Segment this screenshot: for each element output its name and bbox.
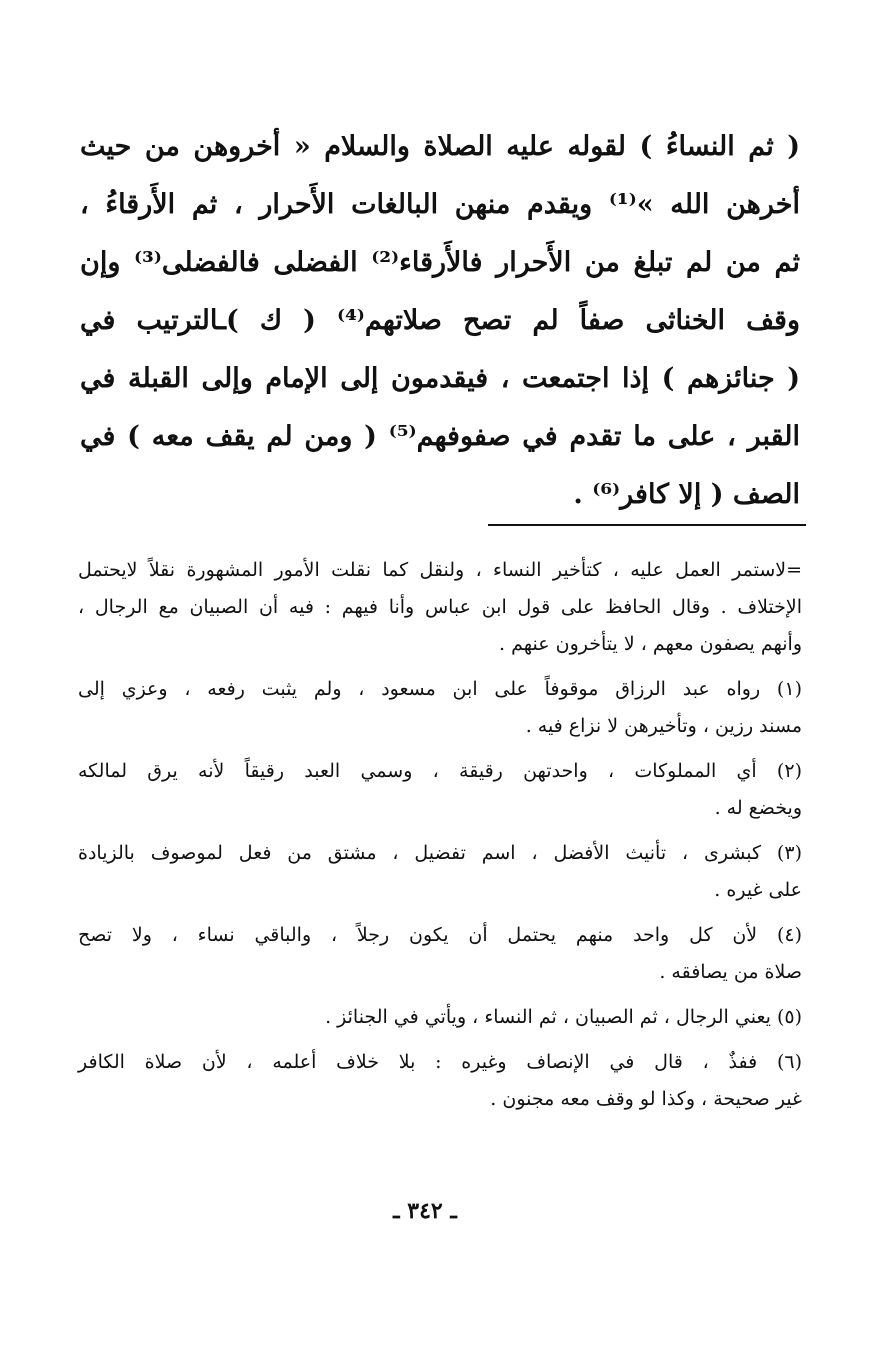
footnote-line: مسند رزين ، وتأخيرهن لا نزاع فيه .: [525, 715, 802, 737]
footnote-line: (٣) كبشرى ، تأنيث الأفضل ، اسم تفضيل ، مشتق من فعل لموصوف بالزيادة: [78, 842, 802, 864]
footnote-line: الإختلاف . وقال الحافظ على قول ابن عباس وأنا فيهم : فيه أن الصبيان مع الرجال ،: [78, 596, 802, 618]
footnote-6: [78, 1044, 802, 1118]
main-text-line: ثم من لم تبلغ من الأَحرار فالأَرقاء⁽²⁾ الفضلى فالفضلى⁽³⁾ وإن: [80, 247, 800, 278]
footnote-2: [78, 753, 802, 827]
footnote-5: [78, 999, 802, 1036]
footnote-line: (٤) لأن كل واحد منهم يحتمل أن يكون رجلاً ، والباقي نساء ، ولا تصح: [78, 924, 802, 946]
main-text-line: ( جنائزهم ) إذا اجتمعت ، فيقدمون إلى الإمام وإلى القبلة في: [80, 363, 800, 394]
footnote-line: غير صحيحة ، وكذا لو وقف معه مجنون .: [490, 1088, 802, 1110]
main-text-line: القبر ، على ما تقدم في صفوفهم⁽⁵⁾ ( ومن لم يقف معه ) في: [80, 421, 800, 452]
footnote-line: (٥) يعني الرجال ، ثم الصبيان ، ثم النساء ، ويأتي في الجنائز .: [325, 1006, 802, 1028]
footnote-divider: [488, 524, 806, 526]
page-number: ـ ٣٤٢ ـ: [393, 1198, 457, 1224]
footnote-line: ويخضع له .: [714, 797, 802, 819]
main-text: [80, 118, 800, 524]
footnote-continuation: [78, 552, 802, 663]
footnote-line: (١) رواه عبد الرزاق موقوفاً على ابن مسعود ، ولم يثبت رفعه ، وعزي إلى: [78, 678, 802, 700]
footnote-line: على غيره .: [714, 879, 802, 901]
main-text-line: الصف ( إلا كافر⁽⁶⁾ .: [573, 479, 800, 510]
footnote-3: [78, 835, 802, 909]
footnote-line: صلاة من يصافقه .: [659, 961, 802, 983]
footnote-4: [78, 917, 802, 991]
footnotes: [78, 552, 802, 1126]
main-text-line: ( ثم النساءُ ) لقوله عليه الصلاة والسلام « أخروهن من حيث: [80, 131, 800, 162]
footnote-line: (٢) أي المملوكات ، واحدتهن رقيقة ، وسمي العبد رقيقاً لأنه يرق لمالكه: [78, 760, 802, 782]
footnote-line: (٦) ففذٌ ، قال في الإنصاف وغيره : بلا خلاف أعلمه ، لأن صلاة الكافر: [78, 1051, 802, 1073]
main-text-line: وقف الخناثى صفاً لم تصح صلاتهم⁽⁴⁾ ( ك )ـالترتيب في: [80, 305, 800, 336]
footnote-1: [78, 671, 802, 745]
footnote-line: وأنهم يصفون معهم ، لا يتأخرون عنهم .: [499, 633, 802, 655]
main-text-line: أخرهن الله »⁽¹⁾ ويقدم منهن البالغات الأَحرار ، ثم الأَرقاءُ ،: [80, 189, 800, 220]
footnote-line: =لاستمر العمل عليه ، كتأخير النساء ، ولنقل كما نقلت الأمور المشهورة نقلاً لايحتمل: [78, 559, 802, 581]
